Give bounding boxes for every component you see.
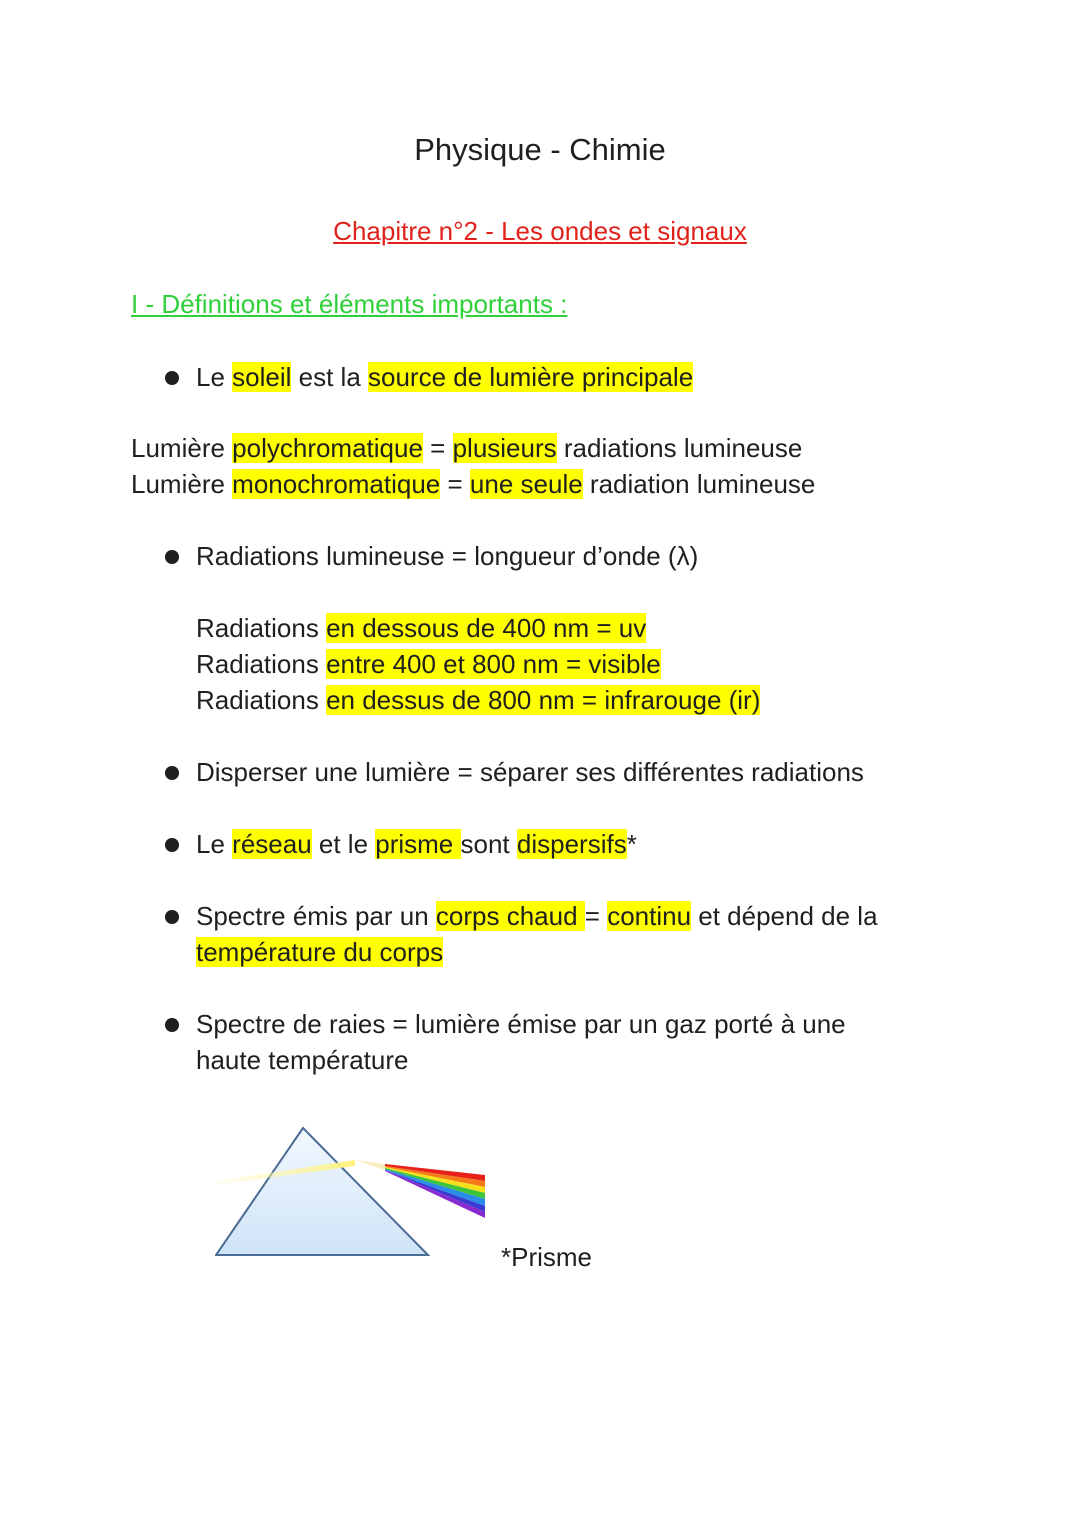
- text: =: [584, 901, 608, 931]
- text: Spectre émis par un: [196, 901, 436, 931]
- bullet-dot: [165, 910, 179, 924]
- bullet-dot: [165, 371, 179, 385]
- highlight: dispersifs: [516, 829, 627, 859]
- bullet-spectre-continu: [196, 898, 878, 934]
- bullet-soleil: [196, 359, 693, 395]
- highlight: continu: [607, 901, 692, 931]
- text: Lumière: [131, 469, 233, 499]
- text: et dépend de la: [691, 901, 878, 931]
- text: Lumière: [131, 433, 233, 463]
- prism-caption: *Prisme: [501, 1242, 593, 1272]
- prism-illustration: [215, 1120, 505, 1265]
- bullet-dot: [165, 838, 179, 852]
- highlight: soleil: [232, 362, 292, 392]
- highlight: source de lumière principale: [368, 362, 694, 392]
- highlight: monochromatique: [232, 469, 441, 499]
- page-title: Physique - Chimie: [414, 132, 666, 167]
- highlight: en dessus de 800 nm = infrarouge (ir): [326, 685, 761, 715]
- bullet-dot: [165, 766, 179, 780]
- polychromatic-line: [131, 430, 802, 466]
- highlight: température du corps: [196, 937, 444, 967]
- bullet-dot: [165, 1018, 179, 1032]
- text: sont: [460, 829, 517, 859]
- highlight: prisme: [375, 829, 461, 859]
- text: *: [626, 829, 637, 859]
- bullet-disperser: Disperser une lumière = séparer ses différentes radiations: [196, 757, 864, 787]
- radiation-visible: [196, 646, 661, 682]
- monochromatic-line: [131, 466, 815, 502]
- text: Le: [196, 362, 233, 392]
- bullet-spectre-raies-line2: haute température: [196, 1045, 409, 1075]
- text: est la: [291, 362, 368, 392]
- chapter-heading: Chapitre n°2 - Les ondes et signaux: [333, 216, 747, 246]
- highlight: entre 400 et 800 nm = visible: [326, 649, 661, 679]
- highlight: en dessous de 400 nm = uv: [326, 613, 647, 643]
- highlight: polychromatique: [232, 433, 423, 463]
- text: Radiations: [196, 649, 327, 679]
- highlight: corps chaud: [435, 901, 585, 931]
- radiation-uv: [196, 610, 646, 646]
- inner-beam: [355, 1160, 385, 1170]
- section-heading: I - Définitions et éléments importants :: [131, 289, 568, 319]
- highlight: réseau: [232, 829, 312, 859]
- bullet-spectre-continu-line2: [196, 934, 443, 970]
- radiation-ir: [196, 682, 760, 718]
- text: =: [422, 433, 453, 463]
- prism-icon: [215, 1120, 505, 1265]
- text: =: [440, 469, 470, 499]
- highlight: plusieurs: [452, 433, 557, 463]
- text: Radiations: [196, 685, 327, 715]
- bullet-radiations: Radiations lumineuse = longueur d’onde (λ): [196, 541, 699, 571]
- highlight: une seule: [469, 469, 583, 499]
- text: Radiations: [196, 613, 327, 643]
- bullet-dispersifs: [196, 826, 637, 862]
- text: et le: [311, 829, 376, 859]
- text: radiations lumineuse: [556, 433, 803, 463]
- text: Le: [196, 829, 233, 859]
- bullet-dot: [165, 550, 179, 564]
- bullet-spectre-raies: Spectre de raies = lumière émise par un gaz porté à une: [196, 1009, 846, 1039]
- prism-triangle: [216, 1128, 428, 1255]
- text: radiation lumineuse: [582, 469, 816, 499]
